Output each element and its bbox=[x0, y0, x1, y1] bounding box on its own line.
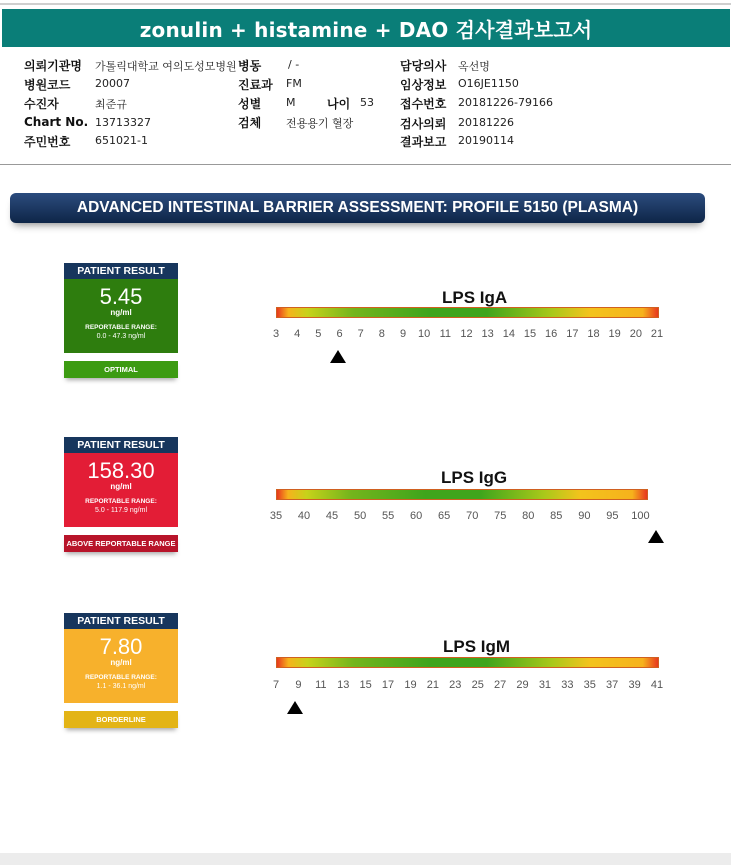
gauge-tick-label: 39 bbox=[628, 679, 641, 691]
gauge-title: LPS IgM bbox=[443, 637, 511, 656]
gauge-tick-label: 31 bbox=[538, 679, 552, 691]
ward-value: / - bbox=[288, 58, 300, 71]
gauge-scale-bar bbox=[276, 657, 659, 668]
gauge-tick-label: 75 bbox=[494, 510, 507, 522]
result-status-badge: OPTIMAL bbox=[64, 361, 178, 378]
gauge-tick-label: 3 bbox=[272, 328, 280, 340]
patient-result-card bbox=[64, 437, 178, 548]
gauge-tick-label: 17 bbox=[381, 679, 395, 691]
gauge-tick-label: 7 bbox=[272, 679, 280, 691]
patient-result-header: PATIENT RESULT bbox=[64, 613, 178, 629]
gauge-tick-label: 7 bbox=[357, 328, 364, 340]
gauge-title: LPS IgG bbox=[441, 468, 508, 487]
gauge-tick-label: 6 bbox=[336, 328, 343, 340]
gauge-tick-label: 16 bbox=[545, 328, 558, 340]
gauge-tick-label: 13 bbox=[481, 328, 494, 340]
gauge-scale-bar bbox=[276, 489, 648, 500]
gauge-tick-label: 17 bbox=[566, 328, 579, 340]
result-report-value: 20190114 bbox=[458, 134, 514, 147]
sex-label: 성별 bbox=[238, 97, 262, 111]
result-value: 158.30 bbox=[87, 458, 155, 483]
result-value-box bbox=[64, 629, 178, 703]
patient-result-card bbox=[64, 613, 178, 724]
section-banner: ADVANCED INTESTINAL BARRIER ASSESSMENT: PROFILE 5150 (PLASMA) bbox=[10, 193, 705, 223]
reportable-range-value: 0.0 - 47.3 ng/ml bbox=[96, 333, 146, 340]
gauge-result-marker bbox=[287, 701, 303, 714]
gauge-tick-label: 20 bbox=[629, 328, 642, 340]
gauge-tick-label: 60 bbox=[410, 510, 423, 522]
gauge-tick-label: 27 bbox=[493, 679, 507, 691]
examinee-label: 수진자 bbox=[24, 97, 59, 111]
gauge-tick-label: 18 bbox=[587, 328, 600, 340]
gauge-tick-label: 15 bbox=[523, 328, 537, 340]
code-value: 20007 bbox=[95, 77, 130, 90]
hospital-value: 가톨릭대학교 여의도성모병원 bbox=[95, 60, 237, 73]
result-value-box bbox=[64, 279, 178, 353]
patient-result-header: PATIENT RESULT bbox=[64, 263, 178, 279]
result-status-badge: BORDERLINE bbox=[64, 711, 178, 728]
gauge-tick-label: 100 bbox=[631, 510, 650, 522]
gauge-tick-label: 25 bbox=[471, 679, 484, 691]
patient-result-header: PATIENT RESULT bbox=[64, 437, 178, 453]
age-value: 53 bbox=[360, 96, 374, 109]
dept-value: FM bbox=[286, 77, 302, 90]
gauge-tick-label: 23 bbox=[449, 679, 462, 691]
hospital-label: 의뢰기관명 bbox=[24, 59, 82, 73]
gauge-tick-label: 15 bbox=[359, 679, 372, 691]
code-label: 병원코드 bbox=[24, 78, 71, 92]
request-value: 20181226 bbox=[458, 116, 514, 129]
reportable-range-value: 1.1 - 36.1 ng/ml bbox=[96, 683, 146, 690]
gauge-tick-label: 85 bbox=[550, 510, 563, 522]
receipt-label: 접수번호 bbox=[400, 97, 447, 111]
chart-no-value: 13713327 bbox=[95, 116, 151, 129]
top-rule bbox=[0, 3, 731, 5]
gauge-result-marker bbox=[648, 530, 664, 543]
gauge-tick-label: 41 bbox=[650, 679, 664, 691]
gauge-tick-label: 37 bbox=[606, 679, 619, 691]
gauge-tick-label: 8 bbox=[378, 328, 385, 340]
doctor-value: 옥선명 bbox=[458, 60, 490, 73]
dept-label: 진료과 bbox=[238, 78, 273, 92]
report-title: zonulin + histamine + DAO 검사결과보고서 bbox=[2, 9, 730, 47]
gauge-result-marker bbox=[330, 350, 346, 363]
specimen-value: 전용용기 혈장 bbox=[286, 117, 354, 130]
gauge-tick-label: 5 bbox=[315, 328, 322, 340]
gauge-tick-label: 10 bbox=[418, 328, 431, 340]
gauge-tick-label: 11 bbox=[439, 328, 452, 340]
gauge-tick-label: 29 bbox=[516, 679, 529, 691]
gauge-tick-label: 95 bbox=[606, 510, 619, 522]
gauge-tick-label: 50 bbox=[353, 510, 367, 522]
result-value: 5.45 bbox=[99, 284, 143, 309]
id-label: 주민번호 bbox=[24, 135, 71, 149]
gauge-tick-label: 14 bbox=[502, 328, 515, 340]
result-unit: ng/ml bbox=[110, 308, 132, 317]
reportable-range-label: REPORTABLE RANGE: bbox=[85, 674, 157, 681]
gauge-tick-label: 40 bbox=[297, 510, 311, 522]
clinical-label: 임상정보 bbox=[400, 78, 447, 92]
chart-no-label: Chart No. bbox=[24, 115, 89, 129]
gauge-tick-label: 4 bbox=[294, 328, 301, 340]
result-value: 7.80 bbox=[99, 634, 143, 659]
patient-info-panel bbox=[0, 50, 731, 165]
doctor-label: 담당의사 bbox=[400, 59, 447, 73]
gauge-scale-bar bbox=[276, 307, 659, 318]
request-label: 검사의뢰 bbox=[400, 117, 447, 131]
reportable-range-label: REPORTABLE RANGE: bbox=[85, 498, 157, 505]
result-report-label: 결과보고 bbox=[400, 135, 447, 149]
gauge-tick-label: 65 bbox=[438, 510, 451, 522]
receipt-value: 20181226-79166 bbox=[458, 96, 553, 109]
gauge-tick-label: 11 bbox=[315, 679, 327, 691]
result-status-badge: ABOVE REPORTABLE RANGE bbox=[64, 535, 178, 552]
gauge-tick-label: 9 bbox=[399, 328, 407, 340]
result-unit: ng/ml bbox=[110, 658, 132, 667]
gauge-tick-label: 19 bbox=[404, 679, 417, 691]
gauge-tick-label: 35 bbox=[583, 679, 596, 691]
gauge-tick-label: 21 bbox=[426, 679, 439, 691]
gauge-tick-label: 45 bbox=[325, 510, 339, 522]
patient-result-card bbox=[64, 263, 178, 374]
examinee-value: 최준규 bbox=[95, 98, 127, 111]
gauge-tick-label: 55 bbox=[381, 510, 395, 522]
gauge-tick-label: 19 bbox=[608, 328, 621, 340]
gauge-tick-label: 12 bbox=[460, 328, 473, 340]
gauge-tick-label: 21 bbox=[650, 328, 664, 340]
result-value-box bbox=[64, 453, 178, 527]
gauge-tick-label: 35 bbox=[269, 510, 283, 522]
age-label: 나이 bbox=[327, 97, 351, 111]
gauge-tick-label: 13 bbox=[337, 679, 350, 691]
gauge-tick-label: 80 bbox=[522, 510, 535, 522]
bottom-band bbox=[0, 853, 731, 865]
gauge-tick-label: 9 bbox=[295, 679, 302, 691]
clinical-value: O16JE1150 bbox=[458, 77, 519, 90]
specimen-label: 검체 bbox=[238, 116, 262, 130]
result-unit: ng/ml bbox=[110, 482, 132, 491]
ward-label: 병동 bbox=[238, 59, 262, 73]
sex-value: M bbox=[286, 96, 296, 109]
gauge-tick-label: 90 bbox=[578, 510, 591, 522]
reportable-range-value: 5.0 - 117.9 ng/ml bbox=[94, 507, 147, 514]
gauge-tick-label: 33 bbox=[561, 679, 574, 691]
reportable-range-label: REPORTABLE RANGE: bbox=[85, 324, 157, 331]
gauge-tick-label: 70 bbox=[466, 510, 479, 522]
gauge-title: LPS IgA bbox=[442, 288, 508, 307]
id-value: 651021-1 bbox=[95, 134, 148, 147]
